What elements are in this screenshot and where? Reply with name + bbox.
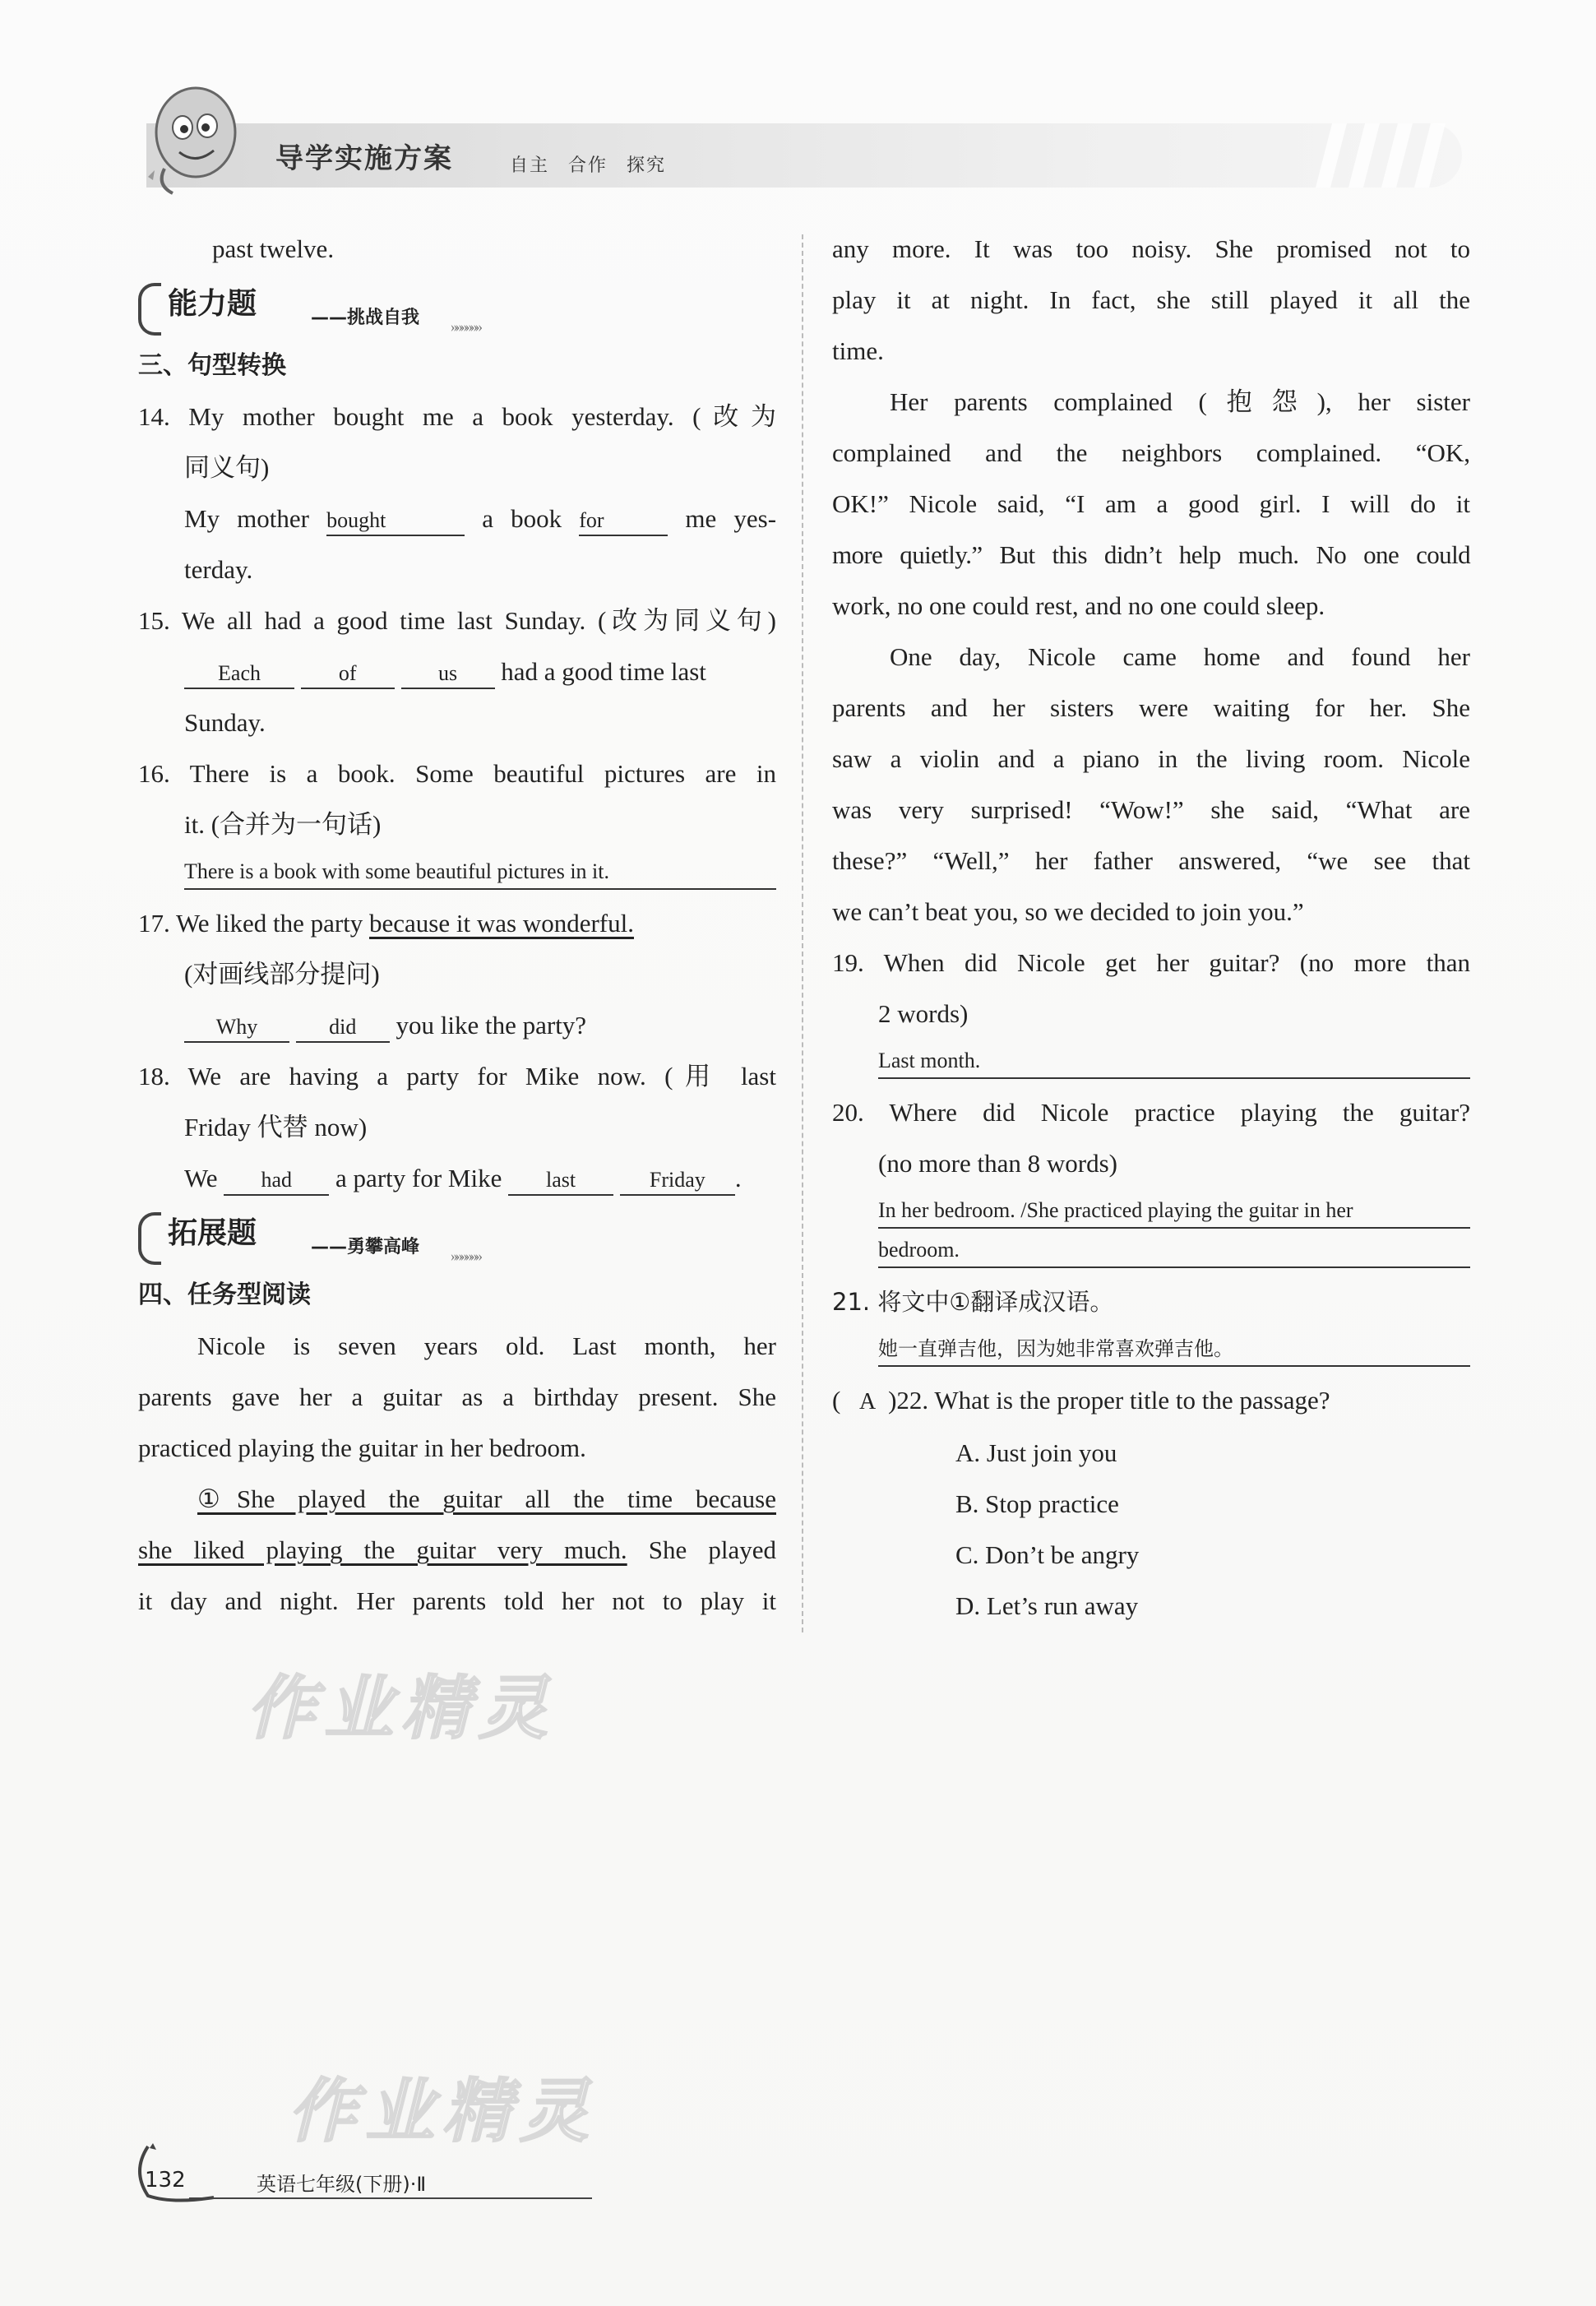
q20-answer-line2[interactable]: bedroom.	[878, 1234, 1470, 1268]
passage-line: parents gave her a guitar as a birthday present. She	[138, 1382, 776, 1411]
q22-text: )22. What is the proper title to the passage?	[888, 1386, 1330, 1415]
q14-pre: My mother	[184, 504, 309, 533]
banner-extension	[138, 1207, 776, 1265]
q17-line2: (对画线部分提问)	[184, 960, 380, 989]
q22-line	[832, 1375, 1470, 1428]
q18-line1: 18. We are having a party for Mike now. (用 last	[138, 1062, 776, 1090]
watermark: 作业精灵	[247, 1668, 557, 1748]
q19-line1: 19. When did Nicole get her guitar? (no more than	[832, 948, 1470, 977]
passage-line: we can’t beat you, so we decided to join you.”	[832, 897, 1304, 926]
q17-underlined: because it was wonderful.	[369, 909, 634, 938]
q18-answer3[interactable]: Friday	[620, 1166, 735, 1196]
banner-subtitle: ——挑战自我	[311, 308, 420, 328]
banner-title: 能力题	[168, 287, 257, 321]
footer-book-title: 英语七年级(下册)·Ⅱ	[257, 2173, 427, 2196]
q18-line2: Friday 代替 now)	[184, 1113, 368, 1141]
passage-line: it day and night. Her parents told her not to play it	[138, 1586, 776, 1615]
passage-line: Nicole is seven years old. Last month, her	[197, 1331, 776, 1360]
q15-answer2[interactable]: of	[301, 660, 395, 689]
right-column	[832, 224, 1470, 1632]
option-a: A. Just join you	[955, 1438, 1117, 1467]
passage-line: OK!” Nicole said, “I am a good girl. I will do it	[832, 489, 1470, 518]
header-subtitle: 自主 合作 探究	[510, 155, 666, 176]
passage-rest: She played	[627, 1535, 776, 1564]
q14-fill	[138, 493, 776, 544]
mascot-icon	[132, 78, 255, 201]
banner-arrows-icon: »»»»»»	[451, 1248, 480, 1264]
q21-line1: 21. 将文中①翻译成汉语。	[832, 1288, 1114, 1316]
q21-answer[interactable]: 她一直弹吉他，因为她非常喜欢弹吉他。	[878, 1332, 1470, 1367]
q15-line3: Sunday.	[184, 708, 266, 737]
passage-line: parents and her sisters were waiting for her. She	[832, 693, 1470, 722]
q17-line1	[138, 898, 776, 949]
passage-line: time.	[832, 336, 884, 365]
passage-line: more quietly.” But this didn’t help much. No one could	[832, 540, 1470, 569]
page-number: 132	[145, 2168, 186, 2193]
header-title: 导学实施方案	[275, 142, 453, 175]
banner-ability	[138, 278, 776, 336]
q20-answer-line1[interactable]: In her bedroom. /She practiced playing the guitar in her	[878, 1194, 1470, 1229]
q18-fill	[138, 1153, 776, 1204]
q16-line2: it. (合并为一句话)	[184, 810, 382, 839]
left-column	[138, 224, 776, 1627]
q20-line2: (no more than 8 words)	[878, 1149, 1117, 1178]
q18-pre: We	[184, 1164, 218, 1192]
q14-answer2[interactable]: for	[579, 507, 668, 536]
q17-fill	[138, 1000, 776, 1051]
q14-line1: 14. My mother bought me a book yesterday. (改为	[138, 402, 776, 431]
passage-line	[138, 1525, 776, 1576]
passage-line: work, no one could rest, and no one could sleep.	[832, 591, 1325, 620]
q16-answer[interactable]: There is a book with some beautiful pictures in it.	[184, 855, 776, 890]
passage-line-underlined: ①She played the guitar all the time because	[197, 1484, 776, 1513]
option-b: B. Stop practice	[955, 1489, 1119, 1518]
passage-line: was very surprised! “Wow!” she said, “What are	[832, 795, 1470, 824]
banner-bracket	[138, 283, 161, 336]
passage-line: any more. It was too noisy. She promised not to	[832, 234, 1470, 263]
passage-line: Her parents complained (抱怨), her sister	[890, 387, 1470, 416]
q17-post: you like the party?	[396, 1011, 587, 1040]
q14-line2: 同义句)	[184, 453, 270, 482]
q22-paren-open: (	[832, 1386, 841, 1415]
carry-line: past twelve.	[212, 234, 335, 263]
q19-line2: 2 words)	[878, 999, 969, 1028]
banner-bracket	[138, 1212, 161, 1265]
q15-answer3[interactable]: us	[401, 660, 495, 689]
banner-arrows-icon: »»»»»»	[451, 318, 480, 335]
passage-underlined: she liked playing the guitar very much.	[138, 1535, 627, 1564]
q17-answer2[interactable]: did	[296, 1013, 390, 1043]
q14-answer1[interactable]: bought	[326, 507, 465, 536]
q15-post: had a good time last	[501, 657, 706, 686]
passage-line: complained and the neighbors complained. “OK,	[832, 438, 1470, 467]
watermark: 作业精灵	[288, 2071, 598, 2151]
passage-line: practiced playing the guitar in her bedroom.	[138, 1433, 586, 1462]
q18-answer1[interactable]: had	[224, 1166, 329, 1196]
option-d: D. Let’s run away	[955, 1591, 1139, 1620]
header-stripes	[1316, 123, 1464, 188]
q17-pre: 17. We liked the party	[138, 909, 363, 938]
q20-line1: 20. Where did Nicole practice playing the guitar?	[832, 1098, 1470, 1127]
q14-post: me yes-	[685, 504, 777, 533]
q18-answer2[interactable]: last	[508, 1166, 613, 1196]
passage-line: saw a violin and a piano in the living room. Nicole	[832, 744, 1470, 773]
banner-title: 拓展题	[168, 1216, 257, 1250]
section-heading: 三、句型转换	[138, 351, 286, 380]
passage-line: these?” “Well,” her father answered, “we see that	[832, 846, 1470, 875]
q22-answer[interactable]: A	[858, 1389, 877, 1415]
column-divider	[802, 234, 803, 1632]
q19-answer[interactable]: Last month.	[878, 1044, 1470, 1079]
q18-end: .	[734, 1164, 742, 1192]
q18-mid: a party for Mike	[335, 1164, 502, 1192]
section-heading: 四、任务型阅读	[138, 1280, 311, 1309]
footer-rule	[189, 2197, 592, 2199]
q16-line1: 16. There is a book. Some beautiful pictures are in	[138, 759, 776, 788]
banner-subtitle: ——勇攀高峰	[311, 1237, 420, 1257]
q17-answer1[interactable]: Why	[184, 1013, 289, 1043]
passage-line: play it at night. In fact, she still played it all the	[832, 285, 1470, 314]
q14-line4: terday.	[184, 555, 253, 584]
q15-answer1[interactable]: Each	[184, 660, 294, 689]
option-c: C. Don’t be angry	[955, 1540, 1140, 1569]
q14-mid: a book	[482, 504, 562, 533]
q15-fill	[138, 646, 776, 697]
passage-line: One day, Nicole came home and found her	[890, 642, 1470, 671]
q15-line1: 15. We all had a good time last Sunday. (改为同义句)	[138, 606, 776, 635]
